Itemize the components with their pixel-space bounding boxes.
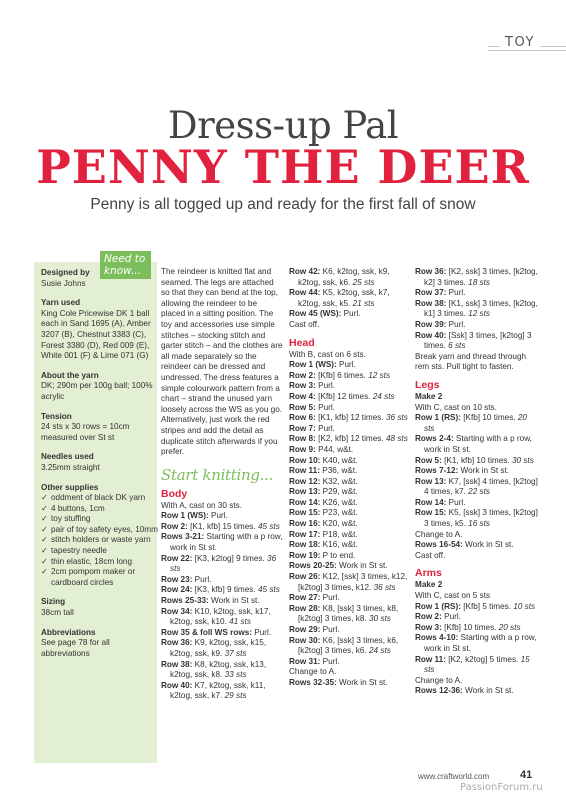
row-instruction: [Kfb] 10 times. (460, 413, 516, 423)
legs-change-colour: Change to A. (415, 529, 463, 539)
supply-item: ✓ tapestry needle (41, 546, 159, 557)
row-label: Row 13: (415, 476, 447, 486)
sizing-heading: Sizing (41, 597, 66, 607)
row-instruction: K7, k2tog, ssk, k11, k2tog, ssk, k7. (170, 680, 266, 701)
row-label: Row 22: (161, 553, 193, 563)
row-label: Row 24: (161, 585, 193, 595)
stitch-count: 36 sts (373, 582, 396, 592)
row-instruction: K6, k2tog, ssk, k9, k2tog, ssk, k6. (298, 267, 390, 287)
row-instruction: [Ssk] 3 times, [k2tog] 3 times. (424, 330, 532, 351)
body-rows (161, 511, 283, 702)
row-label: Row 38: (415, 298, 447, 308)
row-label: Rows 7-12: (415, 466, 459, 476)
row-instruction: Purl. (320, 625, 340, 634)
row-instruction: Starting with a p row, work in St st. (170, 532, 283, 553)
pattern-row (161, 554, 283, 575)
row-label: Row 23: (161, 574, 193, 584)
watermark: PassionForum.ru (460, 782, 543, 793)
arms-cast-on: With C, cast on 5 sts (415, 591, 491, 601)
row-instruction: Purl. (208, 511, 228, 521)
legs-make: Make 2 (415, 391, 443, 401)
pattern-row (289, 360, 411, 371)
row-label: Rows 16-54: (415, 540, 463, 550)
pattern-row (289, 657, 411, 668)
intro-paragraph: The reindeer is knitted flat and seamed. The legs are attached so that they can bend at the top, allowing the reindeer to be placed in a sitting position. The toy and accessories use simple stitches – stocking stitch and garter stitch – and the clothes are all made separately so the reindeer can be dressed and undressed. The dress features a simple colourwork pattern from a chart – strand the unused yarn loosely across the WS as you go. Alternatively, just work the red stripes and add the detail as duplicate stitch afterwards if you prefer. (161, 267, 283, 457)
start-knitting-heading: Start knitting... (161, 465, 274, 484)
head-cast-on: With B, cast on 6 sts. (289, 349, 366, 359)
pattern-row (415, 540, 539, 551)
row-label: Row 15: (289, 508, 321, 518)
body-rows-continued (289, 267, 411, 320)
legs-cast-off: Cast off. (415, 550, 446, 560)
pattern-row (161, 585, 283, 596)
supply-item: ✓ stitch holders or waste yarn (41, 535, 159, 546)
stitch-count: 48 sts (385, 434, 408, 444)
row-instruction: Purl. (315, 423, 335, 433)
pattern-row (161, 607, 283, 628)
needles-text: 3.25mm straight (41, 462, 100, 472)
row-label: Row 44: (289, 288, 321, 298)
pattern-row (289, 530, 411, 541)
pattern-row (289, 593, 411, 604)
row-instruction: K6, [ssk] 3 times, k6, [k2tog] 3 times, k6. (298, 635, 399, 656)
row-instruction: Starting with a p row, work in St st. (424, 633, 537, 653)
row-label: Row 2: (415, 612, 442, 622)
row-label: Row 4: (289, 391, 316, 401)
row-instruction: Work in St st. (336, 561, 388, 571)
head-finishing: Break yarn and thread through rem sts. Pull tight to fasten. (415, 351, 527, 372)
stitch-count: 30 sts (369, 614, 391, 624)
row-label: Row 5: (289, 402, 316, 412)
stitch-count: 21 sts (352, 298, 375, 308)
row-instruction: P18, w&t. (320, 529, 358, 539)
stitch-count: 15 sts (424, 654, 530, 675)
pattern-row (415, 655, 539, 676)
pattern-row (289, 561, 411, 572)
pattern-row (415, 623, 539, 634)
row-label: Row 17: (289, 529, 321, 539)
row-instruction: Work in St st. (462, 686, 514, 696)
head-heading: Head (289, 336, 315, 349)
row-label: Row 30: (289, 635, 321, 645)
pattern-row (289, 477, 411, 488)
pattern-row (289, 487, 411, 498)
stitch-count: 36 sts (385, 413, 408, 423)
row-label: Row 3: (415, 622, 442, 632)
row-instruction: Purl. (192, 574, 212, 584)
row-label: Rows 12-36: (415, 686, 463, 696)
row-instruction: [K3, k2tog] 9 times. (192, 553, 265, 563)
row-instruction: K32, w&t. (320, 476, 358, 486)
pattern-row (415, 267, 539, 288)
pattern-row (289, 267, 411, 288)
row-instruction: Purl. (446, 497, 466, 507)
pattern-row (415, 299, 539, 320)
stitch-count: 6 sts (448, 341, 466, 351)
row-label: Rows 25-33: (161, 596, 209, 606)
legs-heading: Legs (415, 378, 440, 391)
legs-rows (415, 413, 539, 530)
stitch-count: 25 sts (352, 277, 375, 287)
pattern-row (289, 403, 411, 414)
pattern-row (415, 477, 539, 498)
pattern-row (161, 628, 283, 639)
row-instruction: Purl. (446, 319, 466, 329)
row-instruction: Purl. (315, 402, 335, 412)
row-instruction: K10, k2tog, ssk, k17, k2tog, ssk, k10. (170, 606, 271, 627)
row-label: Row 45 (WS): (289, 309, 342, 319)
pattern-row (161, 511, 283, 522)
row-label: Row 14: (289, 497, 321, 507)
row-label: Row 1 (WS): (161, 511, 209, 521)
stitch-count: 12 sts (368, 370, 391, 380)
head-rows-continued (415, 267, 539, 352)
stitch-count: 10 sts (513, 601, 536, 611)
row-label: Row 40: (415, 330, 447, 340)
abbreviations-text: See page 78 for all abbreviations (41, 638, 110, 658)
stitch-count: 45 sts (257, 521, 280, 531)
row-instruction: K20, w&t. (320, 519, 358, 529)
row-label: Row 16: (289, 519, 321, 529)
stitch-count: 36 sts (170, 553, 277, 574)
row-label: Row 28: (289, 603, 321, 613)
row-label: Rows 32-35: (289, 677, 337, 687)
pattern-row (415, 434, 539, 455)
pattern-column-3 (415, 267, 539, 697)
row-label: Rows 4-10: (415, 633, 459, 643)
row-label: Row 27: (289, 593, 321, 603)
row-instruction: [K1, kfb] 10 times. (441, 455, 510, 465)
row-label: Rows 3-21: (161, 532, 205, 542)
page-number: 41 (520, 769, 533, 781)
pattern-row (289, 424, 411, 435)
row-label: Row 36: (415, 267, 447, 276)
row-instruction: P23, w&t. (320, 508, 358, 518)
row-instruction: Purl. (251, 627, 272, 637)
row-instruction: K12, [ssk] 3 times, k12, [k2tog] 3 times, k12. (298, 572, 408, 592)
pattern-row (161, 522, 283, 533)
pattern-row (289, 456, 411, 467)
row-instruction: K16, w&t. (320, 540, 358, 550)
stitch-count: 33 sts (224, 670, 247, 680)
pattern-row (415, 508, 539, 529)
row-label: Row 13: (289, 487, 321, 497)
row-label: Row 38: (161, 659, 193, 669)
row-instruction: [K1, kfb] 12 times. (315, 413, 384, 423)
yarn-text: King Cole Pricewise DK 1 ball each in Sand 1695 (A), Amber 3207 (B), Chestnut 3383 (C), Forest 3380 (D), Red 009 (E), White 001 (F) & Lime 071 (G) (41, 308, 151, 361)
row-label: Row 31: (289, 656, 321, 666)
row-instruction: Purl. (441, 612, 461, 622)
row-instruction: Work in St st. (208, 596, 260, 606)
pattern-row (289, 625, 411, 636)
row-instruction: Purl. (320, 656, 340, 666)
row-label: Row 37: (415, 288, 447, 298)
arms-make: Make 2 (415, 580, 443, 590)
designer-name: Susie Johns (41, 278, 86, 288)
pattern-row (289, 572, 411, 593)
pattern-row (289, 445, 411, 456)
row-instruction: [K1, ssk] 3 times, [k2tog, k1] 3 times. (424, 298, 538, 319)
row-label: Row 2: (161, 521, 188, 531)
row-instruction: K9, k2tog, ssk, k15, k2tog, ssk, k9. (170, 638, 267, 658)
pattern-row (289, 288, 411, 309)
row-instruction: Work in St st. (458, 466, 510, 476)
pattern-row (415, 686, 539, 697)
sizing-text: 38cm tall (41, 608, 74, 618)
row-instruction: [Kfb] 10 times. (441, 622, 497, 632)
stitch-count: 37 sts (224, 649, 247, 658)
subtitle: Penny is all togged up and ready for the first fall of snow (90, 196, 476, 213)
row-label: Row 1 (RS): (415, 601, 461, 611)
body-cast-off: Cast off. (289, 319, 320, 329)
row-instruction: Starting with a p row, work in St st. (424, 434, 532, 454)
pattern-row (289, 508, 411, 519)
supply-item: ✓ pair of toy safety eyes, 10mm (41, 525, 159, 536)
row-instruction: Purl. (336, 360, 356, 370)
pattern-row (289, 519, 411, 530)
pattern-row (415, 320, 539, 331)
stitch-count: 18 sts (468, 277, 491, 287)
stitch-count: 20 sts (424, 413, 527, 433)
supply-item: ✓ toy stuffing (41, 514, 159, 525)
row-instruction: Purl. (315, 381, 335, 391)
supply-item: ✓ thin elastic, 18cm long (41, 557, 159, 568)
stitch-count: 24 sts (372, 391, 395, 401)
row-instruction: [Kfb] 12 times. (315, 391, 371, 401)
section-tag: TOY (500, 35, 540, 50)
row-label: Row 6: (289, 413, 316, 423)
row-label: Row 40: (161, 680, 193, 690)
pattern-row (289, 604, 411, 625)
stitch-count: 16 sts (468, 519, 491, 529)
pattern-row (289, 636, 411, 657)
pattern-row (289, 413, 411, 424)
pre-title: Dress-up Pal (167, 104, 399, 147)
row-label: Row 15: (415, 508, 447, 518)
pattern-row (289, 540, 411, 551)
row-instruction: P44, w&t. (315, 444, 354, 454)
row-label: Row 35 & foll WS rows: (161, 627, 252, 637)
pattern-row (289, 678, 411, 689)
row-instruction: Purl. (320, 593, 340, 603)
body-cast-on: With A, cast on 30 sts. (161, 500, 242, 510)
head-rows-end (289, 678, 411, 689)
row-label: Row 11: (289, 466, 320, 476)
pattern-row (161, 681, 283, 702)
pattern-column-1 (161, 267, 283, 702)
supply-item: ✓ oddment of black DK yarn (41, 493, 159, 504)
sidebar-content (41, 268, 159, 659)
row-instruction: [Kfb] 5 times. (460, 601, 512, 611)
pattern-row (289, 551, 411, 562)
row-instruction: Work in St st. (462, 540, 514, 550)
head-rows (289, 360, 411, 667)
row-label: Row 7: (289, 423, 316, 433)
pattern-row (289, 434, 411, 445)
row-label: Row 39: (415, 319, 447, 329)
row-label: Row 11: (415, 654, 446, 664)
stitch-count: 41 sts (229, 617, 252, 627)
row-label: Row 8: (289, 434, 316, 444)
page-title: PENNY THE DEER (36, 140, 530, 194)
row-instruction: [K3, kfb] 9 times. (192, 585, 256, 595)
row-label: Row 2: (289, 370, 316, 380)
row-instruction: P29, w&t. (320, 487, 358, 497)
pattern-row (161, 575, 283, 586)
row-label: Row 36: (161, 638, 193, 648)
row-instruction: [K2, kfb] 12 times. (315, 434, 384, 444)
row-label: Row 34: (161, 606, 193, 616)
pattern-row (415, 413, 539, 434)
row-label: Row 26: (289, 572, 321, 582)
needles-heading: Needles used (41, 452, 94, 462)
need-to-know-badge: Need to know... (100, 251, 151, 279)
pattern-row (415, 633, 539, 654)
pattern-row (161, 532, 283, 553)
arms-rows (415, 602, 539, 676)
row-label: Row 18: (289, 540, 321, 550)
pattern-row (415, 612, 539, 623)
row-instruction: K40, w&t. (320, 455, 358, 465)
row-label: Row 12: (289, 476, 321, 486)
pattern-row (415, 602, 539, 613)
row-instruction: K5, k2tog, ssk, k7, k2tog, ssk, k5. (298, 288, 390, 308)
pattern-row (161, 638, 283, 659)
yarn-heading: Yarn used (41, 298, 81, 308)
stitch-count: 24 sts (369, 646, 391, 656)
row-instruction: Purl. (341, 309, 361, 319)
pattern-row (289, 498, 411, 509)
pattern-row (415, 331, 539, 352)
arms-rows-end (415, 686, 539, 697)
arms-change-colour: Change to A. (415, 675, 463, 685)
row-instruction: P to end. (320, 550, 356, 560)
pattern-row (289, 381, 411, 392)
pattern-row (161, 596, 283, 607)
head-change-colour: Change to A. (289, 667, 337, 677)
row-instruction: [K1, kfb] 15 times. (187, 521, 256, 531)
tension-heading: Tension (41, 411, 72, 421)
pattern-row (415, 498, 539, 509)
stitch-count: 45 sts (257, 585, 280, 595)
row-label: Row 42: (289, 267, 321, 276)
pattern-row (289, 466, 411, 477)
row-label: Row 14: (415, 497, 447, 507)
row-label: Rows 2-4: (415, 434, 454, 444)
pattern-row (161, 660, 283, 681)
row-instruction: K26, w&t. (320, 497, 358, 507)
row-instruction: [Kfb] 6 times. (315, 370, 366, 380)
row-label: Row 3: (289, 381, 316, 391)
supplies-list (41, 493, 159, 588)
row-instruction: [K2, k2tog] 5 times. (445, 654, 519, 664)
pattern-row (289, 371, 411, 382)
stitch-count: 30 sts (511, 455, 534, 465)
row-label: Row 10: (289, 455, 321, 465)
row-label: Row 1 (RS): (415, 413, 461, 423)
legs-cast-on: With C, cast on 10 sts. (415, 402, 497, 412)
arms-heading: Arms (415, 567, 442, 580)
pattern-column-2 (289, 267, 411, 689)
pattern-row (415, 288, 539, 299)
stitch-count: 12 sts (468, 309, 491, 319)
row-label: Row 9: (289, 444, 316, 454)
designed-by-heading: Designed by (41, 268, 90, 277)
body-heading: Body (161, 487, 188, 500)
row-instruction: [K2, ssk] 3 times, [k2tog, k2] 3 times. (424, 267, 538, 287)
row-instruction: K5, [ssk] 3 times, [k2tog] 3 times, k5. (424, 508, 538, 529)
row-label: Rows 20-25: (289, 561, 337, 571)
pattern-row (415, 466, 539, 477)
row-label: Row 5: (415, 455, 442, 465)
row-instruction: Work in St st. (336, 677, 388, 687)
row-instruction: K8, [ssk] 3 times, k8, [k2tog] 3 times, k8. (298, 603, 399, 624)
row-label: Row 1 (WS): (289, 360, 337, 370)
tag-rule-bottom (488, 50, 566, 51)
row-instruction: P36, w&t. (319, 466, 358, 476)
about-yarn-text: DK; 290m per 100g ball; 100% acrylic (41, 381, 153, 401)
pattern-row (289, 309, 411, 320)
row-instruction: K7, [ssk] 4 times, [k2tog] 4 times, k7. (424, 476, 538, 497)
stitch-count: 29 sts (224, 691, 247, 701)
stitch-count: 22 sts (468, 487, 491, 497)
abbreviations-heading: Abbreviations (41, 627, 96, 637)
supply-item: ✓ 2cm pompom maker or cardboard circles (41, 567, 159, 588)
legs-rows-end (415, 540, 539, 551)
footer-url: www.craftworld.com (418, 772, 490, 781)
stitch-count: 20 sts (498, 622, 521, 632)
row-label: Row 19: (289, 550, 321, 560)
pattern-row (415, 456, 539, 467)
row-label: Row 29: (289, 625, 321, 634)
tension-text: 24 sts x 30 rows = 10cm measured over St st (41, 422, 130, 442)
supplies-heading: Other supplies (41, 482, 99, 492)
row-instruction: K8, k2tog, ssk, k13, k2tog, ssk, k8. (170, 659, 267, 680)
pattern-row (289, 392, 411, 403)
supply-item: ✓ 4 buttons, 1cm (41, 504, 159, 515)
about-yarn-heading: About the yarn (41, 370, 99, 380)
row-instruction: Purl. (446, 288, 466, 298)
